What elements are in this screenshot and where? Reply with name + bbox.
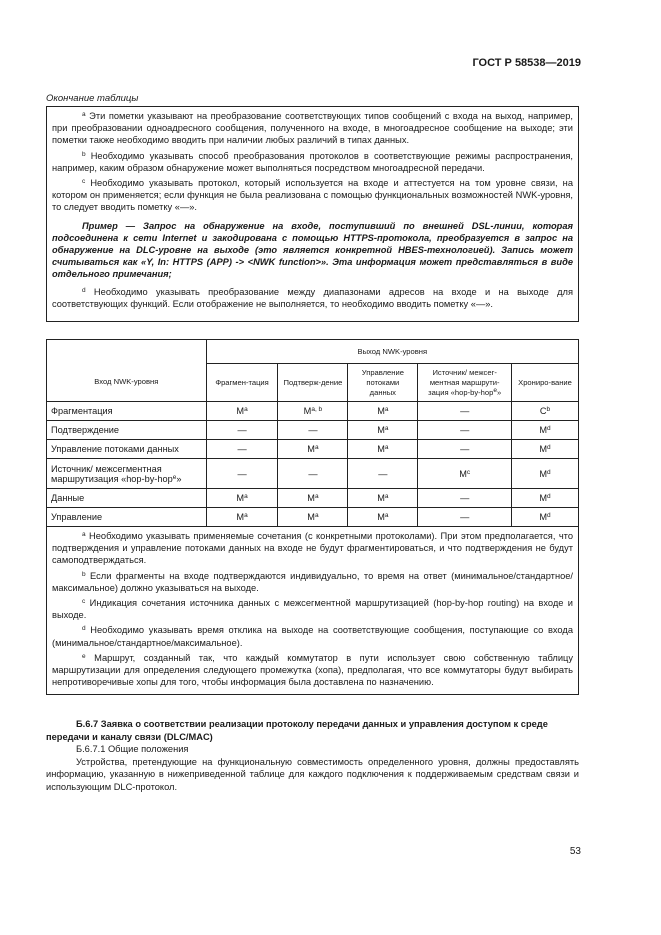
- table-cell: $M^a$: [348, 489, 418, 508]
- table-note-e: $^e$ Маршрут, созданный так, что каждый коммутатор в пути использует свою собственную таблицу маршрутизации для определения следующего промежутка (хопа), предполагая, что все коммутаторы будут выбирать непротиворечивые хопы для того, чтобы информация была доставлена по назначению.: [52, 652, 573, 688]
- table-row: [47, 421, 579, 440]
- table-cell: $C^b$: [512, 402, 579, 421]
- table-cell: —: [206, 440, 278, 459]
- note-d: $^d$ Необходимо указывать преобразование между диапазонами адресов на входе и на выходе для соответствующих функций. Если отображение не выполняется, то необходимо вводить пометку «—».: [52, 286, 573, 309]
- column-header: Фрагмен-тация: [206, 364, 278, 402]
- table-cell: $M^d$: [512, 508, 579, 527]
- table-note-b: $^b$ Если фрагменты на входе подтверждаются индивидуально, то время на ответ (минимальное/стандартное/максимальное) должно указываться на выходе.: [52, 570, 573, 593]
- table-row: [47, 402, 579, 421]
- standard-number: ГОСТ Р 58538—2019: [472, 57, 581, 69]
- table-cell: $M^a$: [206, 508, 278, 527]
- note-a: $^a$ Эти пометки указывают на преобразование соответствующих типов сообщений с входа на выход, например, при преобразовании одноадресного сообщения, полученного на входе, в многоадресное сообщение на выходе; эти пометки также необходимо вводить при наличии любых различий в типах данных.: [52, 111, 573, 146]
- table-cell: M$^{a, b}$: [278, 402, 348, 421]
- table-cell: $M^d$: [512, 440, 579, 459]
- table-note-d: $^d$ Необходимо указывать время отклика на выходе на соответствующие сообщения, поступающие со входа (минимальное/стандартное/максимальное).: [52, 625, 573, 648]
- example-note: Пример — Запрос на обнаружение на входе, поступивший по внешней DSL-линии, которая подсоединена к сети Internet и закодирована с помощью HTTPS-протокола, преобразуется в запрос на обнаружение на DLC-уровне на выходе (это является конкретной HBES-технологией). Запись может считываться как «Y, In: HTTPS (APP) -> <NWK function>». Эта информация может представляться в виде отдельного примечания;: [52, 220, 573, 280]
- table-cell: $M^a$: [348, 402, 418, 421]
- table-cell: —: [418, 402, 512, 421]
- table-cell: $M^a$: [278, 489, 348, 508]
- table-cell: $M^d$: [512, 489, 579, 508]
- table-cell: $M^d$: [512, 459, 579, 489]
- table-cell: —: [206, 421, 278, 440]
- table-cell: $M^a$: [278, 440, 348, 459]
- input-header: Вход NWK-уровня: [47, 364, 207, 402]
- table-note-a: $^a$ Необходимо указывать применяемые сочетания (с конкретными протоколами). При этом предполагается, что подтверждения и управление потоками данных на входе не будут фрагментироваться, и что подтверждения не будут самоподтверждаться.: [52, 531, 573, 566]
- section-subheading: Б.6.7.1 Общие положения: [76, 744, 189, 754]
- section-body: Устройства, претендующие на функциональную совместимость определенного уровня, должны предоставлять информацию, указанную в нижеприведенной таблице для каждого подключения к поддерживаемым средствам связи и использующим DLC-протокол.: [46, 756, 579, 792]
- table-cell: —: [206, 459, 278, 489]
- row-label: Подтверждение: [47, 421, 207, 440]
- output-header: Выход NWK-уровня: [206, 340, 578, 364]
- table-cell: $M^c$: [418, 459, 512, 489]
- table-cell: $M^a$: [278, 508, 348, 527]
- table-cell: $M^a$: [348, 508, 418, 527]
- table-cell: $M^a$: [206, 489, 278, 508]
- table-cell: —: [418, 421, 512, 440]
- section-heading: Б.6.7 Заявка о соответствии реализации протоколу передачи данных и управления доступом к среде передачи и каналу связи (DLC/MAC): [46, 719, 548, 742]
- table-note-c: $^c$ Индикация сочетания источника данных с межсегментной маршрутизацией (hop-by-hop routing) на входе и выходе.: [52, 598, 573, 621]
- table-cell: —: [348, 459, 418, 489]
- column-header: Источник/ межсег-ментная маршрути-зация «hop-by-hop$^e$»: [418, 364, 512, 402]
- table-continuation-label: Окончание таблицы: [46, 93, 139, 104]
- column-header: Подтверж-дение: [278, 364, 348, 402]
- table-row: [47, 508, 579, 527]
- table-cell: —: [278, 421, 348, 440]
- table-cell: —: [418, 440, 512, 459]
- row-label: Управление потоками данных: [47, 440, 207, 459]
- row-label: Фрагментация: [47, 402, 207, 421]
- column-header: Хрониро-вание: [512, 364, 579, 402]
- nwk-mapping-table: [46, 339, 579, 695]
- table-cell: —: [418, 489, 512, 508]
- note-b: $^b$ Необходимо указывать способ преобразования протоколов в соответствующие режимы распространения, например, каким образом обнаружение может выполняться посредством многоадресной передачи.: [52, 150, 573, 173]
- table-cell: —: [418, 508, 512, 527]
- page-number: 53: [569, 846, 581, 857]
- notes-box: [46, 106, 579, 322]
- table-row: [47, 489, 579, 508]
- corner-cell: [47, 340, 207, 364]
- table-cell: —: [278, 459, 348, 489]
- section-b-6-7: [46, 718, 579, 793]
- table-cell: $M^a$: [348, 440, 418, 459]
- table-row: [47, 459, 579, 489]
- row-label: Источник/ межсегментная маршрутизация «hop-by-hop$^e$»: [47, 459, 207, 489]
- table-cell: $M^a$: [348, 421, 418, 440]
- row-label: Управление: [47, 508, 207, 527]
- note-c: $^c$ Необходимо указывать протокол, который используется на входе и аттестуется на том уровне связи, на котором он применяется; если функция не была реализована с помощью функциональных возможностей NWK-уровня, то следует вводить пометку «—».: [52, 178, 573, 213]
- table-cell: $M^a$: [206, 402, 278, 421]
- table-notes: [47, 527, 579, 695]
- table-cell: $M^d$: [512, 421, 579, 440]
- column-header: Управление потоками данных: [348, 364, 418, 402]
- row-label: Данные: [47, 489, 207, 508]
- table-row: [47, 440, 579, 459]
